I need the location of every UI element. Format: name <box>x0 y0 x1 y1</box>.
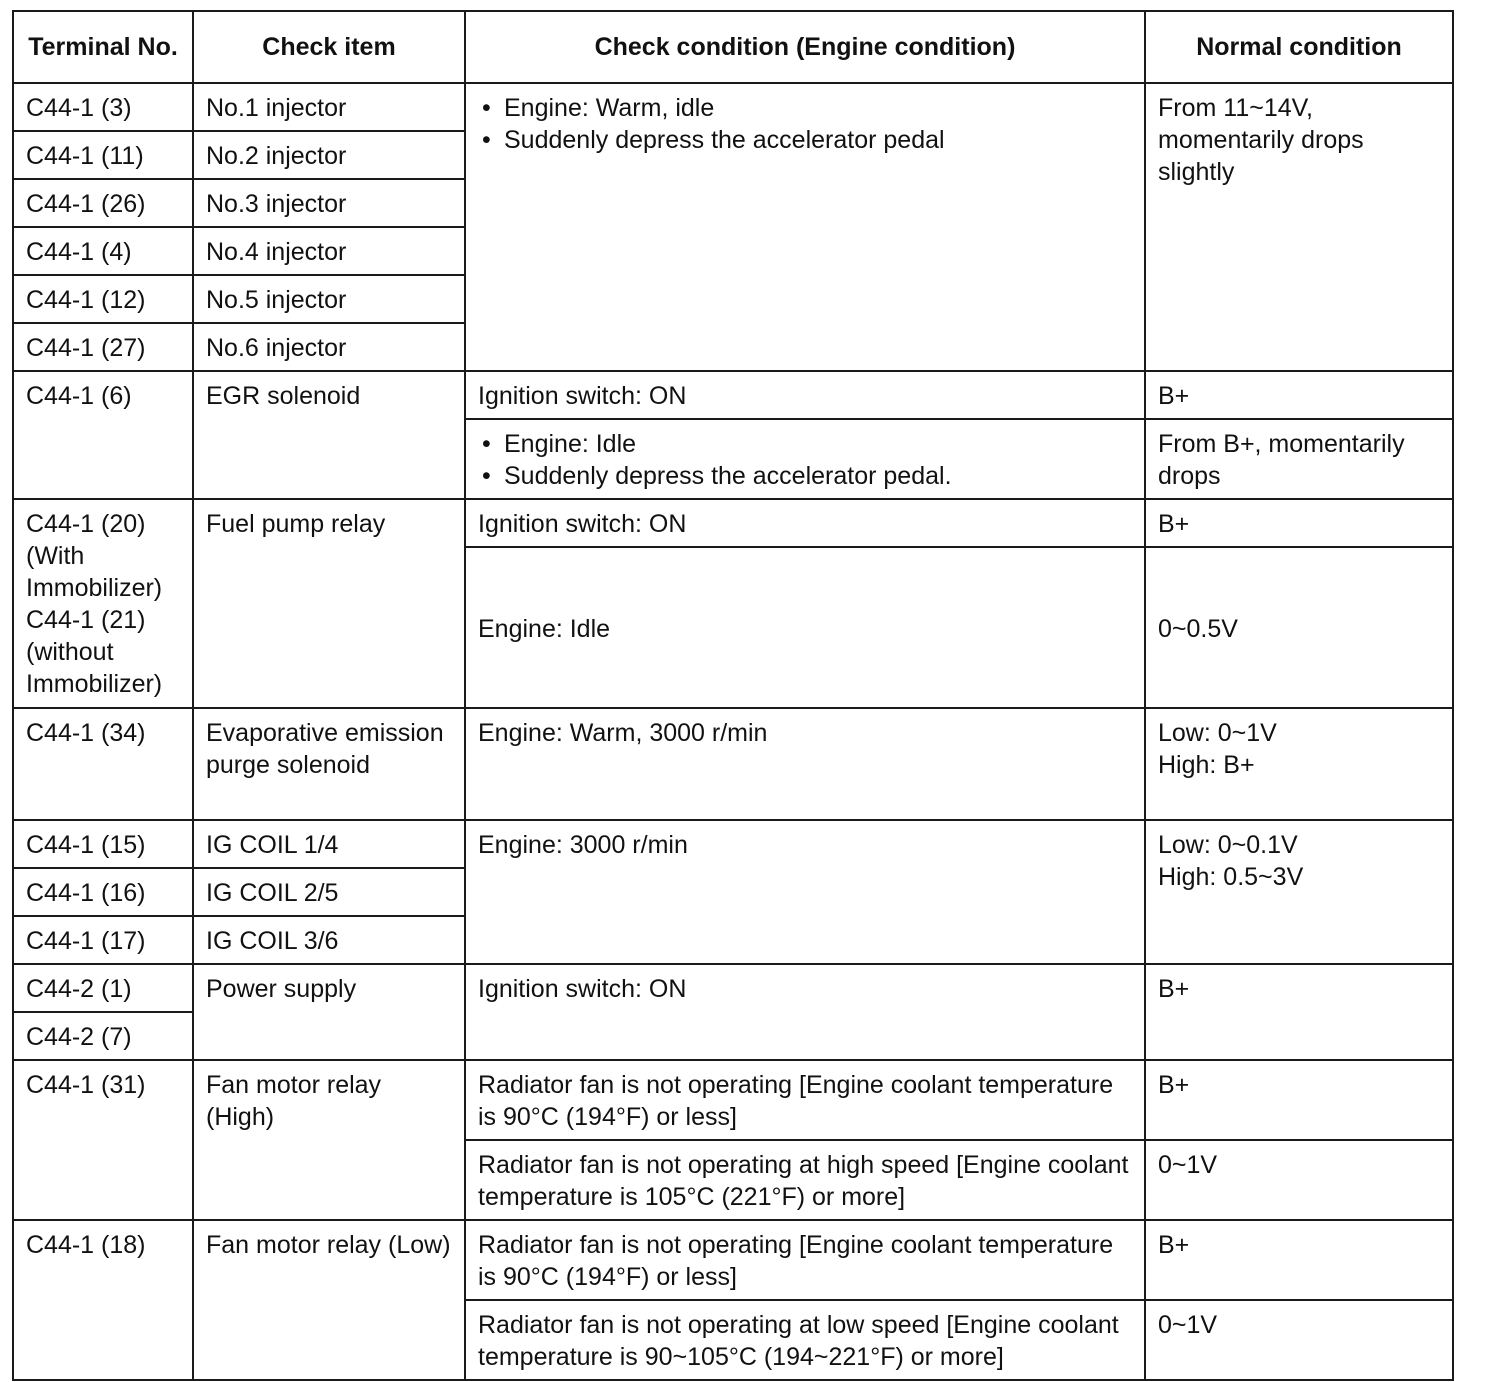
check-item-cell: Fan motor relay (Low) <box>193 1220 465 1380</box>
normal-cell: B+ <box>1145 499 1453 547</box>
header-check-item: Check item <box>193 11 465 83</box>
normal-cell: Low: 0~0.1V High: 0.5~3V <box>1145 820 1453 964</box>
table-row <box>13 820 1453 868</box>
table-row <box>13 964 1453 1012</box>
check-item-cell: Power supply <box>193 964 465 1060</box>
terminal-cell: C44-2 (1) <box>13 964 193 1012</box>
check-item-cell: Fan motor relay (High) <box>193 1060 465 1220</box>
header-row <box>13 11 1453 83</box>
condition-list <box>478 428 1132 492</box>
check-item-cell: Evaporative emission purge solenoid <box>193 708 465 820</box>
terminal-cell: C44-1 (20) (With Immobilizer) C44-1 (21) (without Immobilizer) <box>13 499 193 708</box>
condition-bullet: • Suddenly depress the accelerator pedal. <box>504 460 1132 492</box>
normal-cell: 0~1V <box>1145 1140 1453 1220</box>
condition-bullet: • Engine: Warm, idle <box>504 92 1132 124</box>
condition-bullet: • Engine: Idle <box>504 428 1132 460</box>
condition-list <box>478 92 1132 156</box>
header-check-condition: Check condition (Engine condition) <box>465 11 1145 83</box>
condition-cell: Radiator fan is not operating [Engine coolant temperature is 90°C (194°F) or less] <box>465 1060 1145 1140</box>
terminal-cell: C44-1 (3) <box>13 83 193 131</box>
normal-cell: From 11~14V, momentarily drops slightly <box>1145 83 1453 371</box>
check-item-cell: No.1 injector <box>193 83 465 131</box>
normal-cell: B+ <box>1145 371 1453 419</box>
table-row <box>13 371 1453 419</box>
check-item-cell: No.2 injector <box>193 131 465 179</box>
table-row <box>13 499 1453 547</box>
terminal-cell: C44-1 (31) <box>13 1060 193 1220</box>
terminal-cell: C44-1 (6) <box>13 371 193 499</box>
table-row <box>13 708 1453 820</box>
normal-cell: B+ <box>1145 964 1453 1060</box>
terminal-cell: C44-1 (15) <box>13 820 193 868</box>
terminal-cell: C44-1 (26) <box>13 179 193 227</box>
condition-cell: Ignition switch: ON <box>465 964 1145 1060</box>
terminal-cell: C44-1 (4) <box>13 227 193 275</box>
terminal-cell: C44-1 (27) <box>13 323 193 371</box>
normal-cell: Low: 0~1V High: B+ <box>1145 708 1453 820</box>
check-item-cell: IG COIL 2/5 <box>193 868 465 916</box>
condition-cell: Engine: Warm, 3000 r/min <box>465 708 1145 820</box>
normal-cell: 0~1V <box>1145 1300 1453 1380</box>
terminal-cell: C44-1 (11) <box>13 131 193 179</box>
condition-cell: Ignition switch: ON <box>465 499 1145 547</box>
check-item-cell: No.6 injector <box>193 323 465 371</box>
check-item-cell: No.3 injector <box>193 179 465 227</box>
terminal-cell: C44-1 (12) <box>13 275 193 323</box>
check-item-cell: Fuel pump relay <box>193 499 465 708</box>
condition-cell: Engine: 3000 r/min <box>465 820 1145 964</box>
check-item-cell: No.4 injector <box>193 227 465 275</box>
terminal-cell: C44-1 (17) <box>13 916 193 964</box>
table-row <box>13 1060 1453 1140</box>
check-item-cell: No.5 injector <box>193 275 465 323</box>
condition-cell: Engine: Idle <box>465 547 1145 708</box>
header-terminal: Terminal No. <box>13 11 193 83</box>
normal-cell: B+ <box>1145 1220 1453 1300</box>
condition-cell: Radiator fan is not operating at high speed [Engine coolant temperature is 105°C (221°F) or more] <box>465 1140 1145 1220</box>
condition-bullet: • Suddenly depress the accelerator pedal <box>504 124 1132 156</box>
normal-cell: From B+, momentarily drops <box>1145 419 1453 499</box>
terminal-check-table <box>12 10 1454 1381</box>
terminal-cell: C44-1 (34) <box>13 708 193 820</box>
header-normal-condition: Normal condition <box>1145 11 1453 83</box>
check-item-cell: IG COIL 3/6 <box>193 916 465 964</box>
terminal-cell: C44-1 (18) <box>13 1220 193 1380</box>
table-row <box>13 83 1453 131</box>
condition-cell <box>465 419 1145 499</box>
check-item-cell: IG COIL 1/4 <box>193 820 465 868</box>
terminal-cell: C44-1 (16) <box>13 868 193 916</box>
terminal-cell: C44-2 (7) <box>13 1012 193 1060</box>
normal-cell: 0~0.5V <box>1145 547 1453 708</box>
condition-cell <box>465 83 1145 371</box>
table-row <box>13 1220 1453 1300</box>
normal-cell: B+ <box>1145 1060 1453 1140</box>
condition-cell: Radiator fan is not operating [Engine coolant temperature is 90°C (194°F) or less] <box>465 1220 1145 1300</box>
check-item-cell: EGR solenoid <box>193 371 465 499</box>
condition-cell: Radiator fan is not operating at low speed [Engine coolant temperature is 90~105°C (194~221°F) or more] <box>465 1300 1145 1380</box>
condition-cell: Ignition switch: ON <box>465 371 1145 419</box>
